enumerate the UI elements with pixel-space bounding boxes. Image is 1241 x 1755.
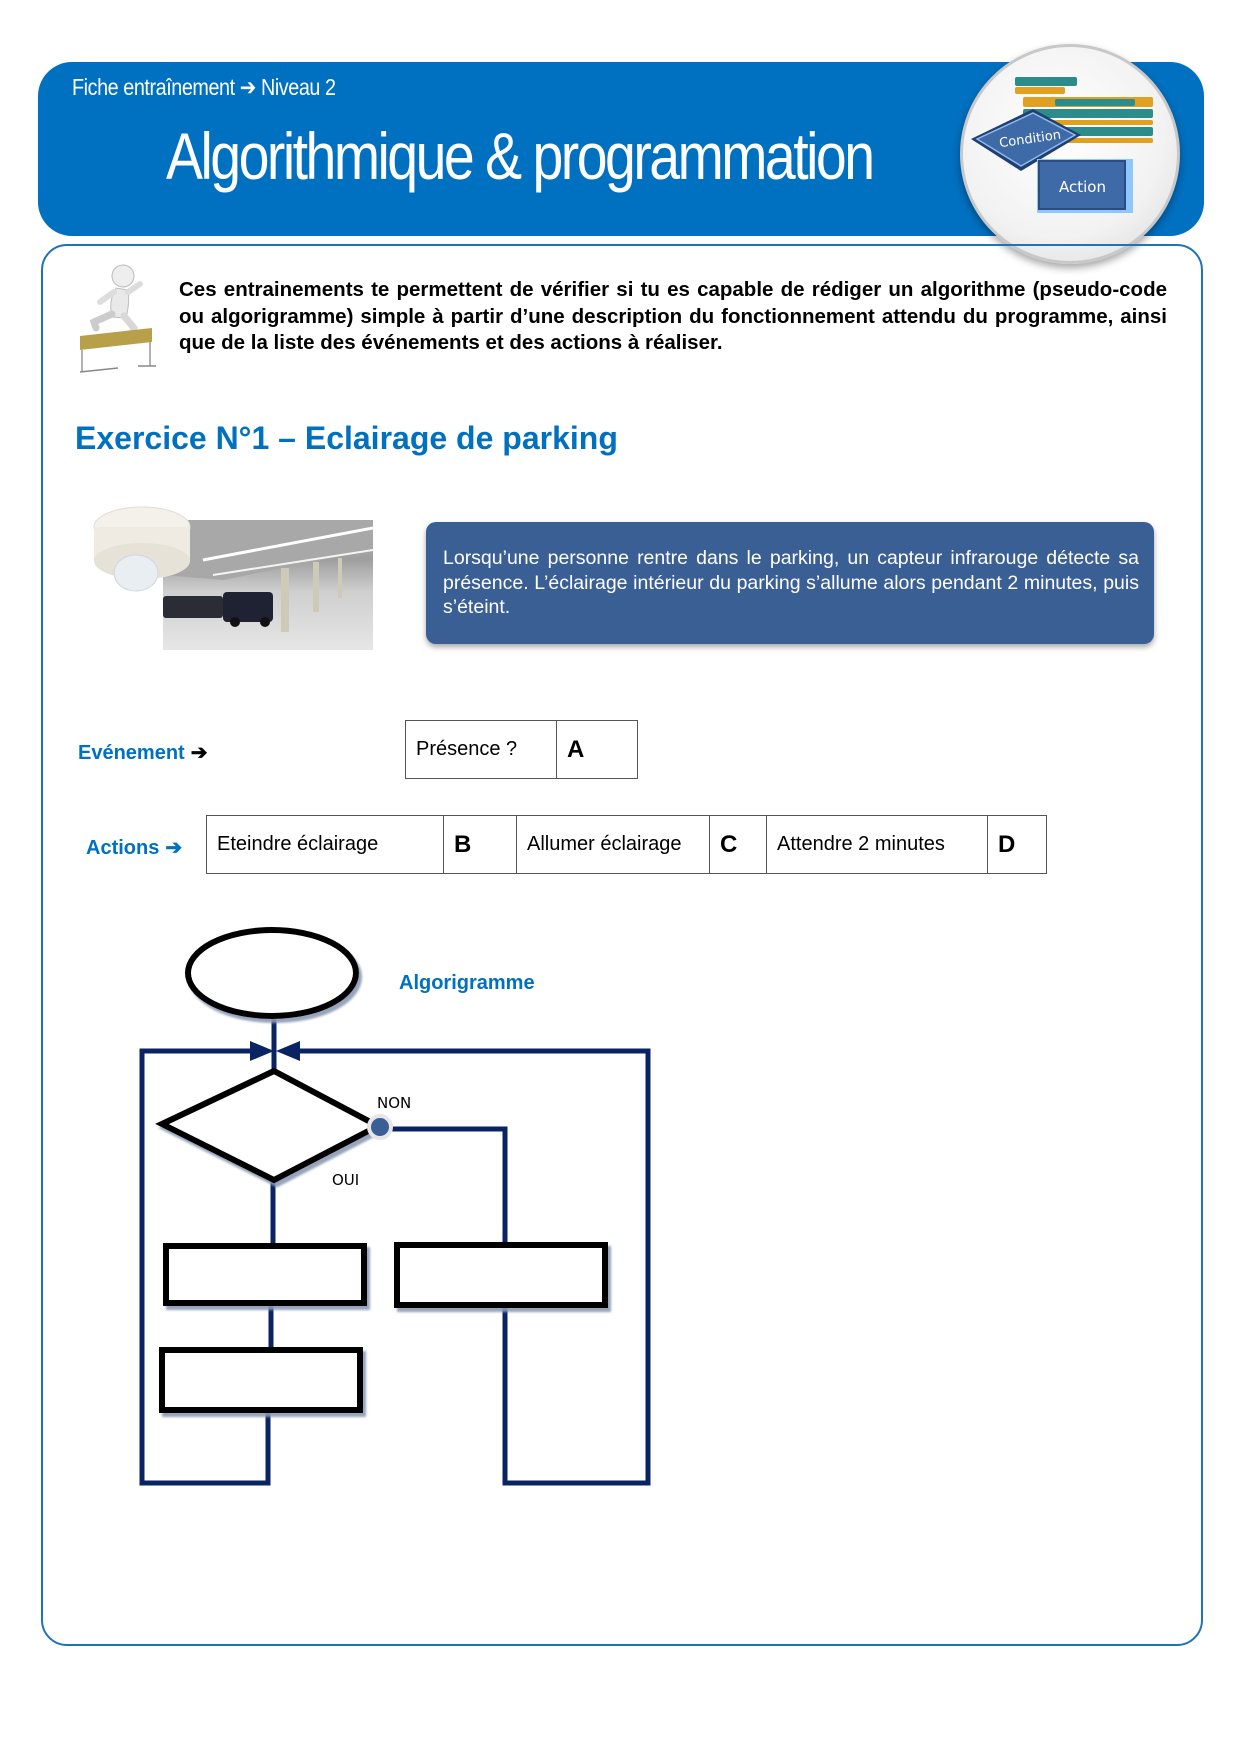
- actions-label-text: Actions: [86, 837, 160, 859]
- exercise-title: Exercice N°1 – Eclairage de parking: [75, 420, 618, 456]
- no-label: NON: [377, 1094, 412, 1112]
- action-text: Attendre 2 minutes: [767, 816, 988, 874]
- action-box-no: [397, 1245, 605, 1305]
- event-letter: A: [557, 721, 638, 779]
- breadcrumb-level: Niveau 2: [260, 74, 336, 100]
- action-letter: B: [444, 816, 517, 874]
- yes-label: OUI: [332, 1171, 360, 1189]
- action-letter: D: [988, 816, 1047, 874]
- action-box-yes-1: [166, 1246, 364, 1303]
- action-text: Allumer éclairage: [517, 816, 710, 874]
- logo-condition-label: Condition: [998, 127, 1062, 152]
- arrow-right-icon: ➔: [190, 742, 208, 764]
- action-text: Eteindre éclairage: [207, 816, 444, 874]
- no-branch-connector-dot: [369, 1116, 391, 1138]
- arrow-right-icon: ➔: [239, 74, 256, 100]
- description-text: Lorsqu’une personne rentre dans le parking, un capteur infrarouge détecte sa présence. L’éclairage intérieur du parking s’allume alors pendant 2 minutes, puis s’éteint.: [443, 547, 1139, 618]
- decision-diamond: [162, 1071, 378, 1180]
- arrow-right-icon: ➔: [165, 837, 183, 859]
- intro-text: Ces entrainements te permettent de vérifier si tu es capable de rédiger un algorithme (pseudo-code ou algorigramme) simple à partir d’une description du fonctionnement attendu du programme, ainsi que de la liste des événements et des actions à réaliser.: [179, 278, 1167, 354]
- action-letter: C: [710, 816, 767, 874]
- breadcrumb-sheet: Fiche entraînement: [72, 74, 235, 100]
- flowchart-title: Algorigramme: [399, 972, 535, 994]
- events-label-text: Evénement: [78, 742, 185, 764]
- connector-no-branch: [380, 1129, 505, 1245]
- action-box-yes-2: [162, 1350, 360, 1410]
- event-text: Présence ?: [406, 721, 557, 779]
- start-terminal: [188, 930, 356, 1016]
- arrow-right-icon: [250, 1041, 274, 1061]
- logo-action-label: Action: [1059, 178, 1106, 196]
- page-title: Algorithmique & programmation: [166, 119, 873, 193]
- arrow-left-icon: [276, 1041, 300, 1061]
